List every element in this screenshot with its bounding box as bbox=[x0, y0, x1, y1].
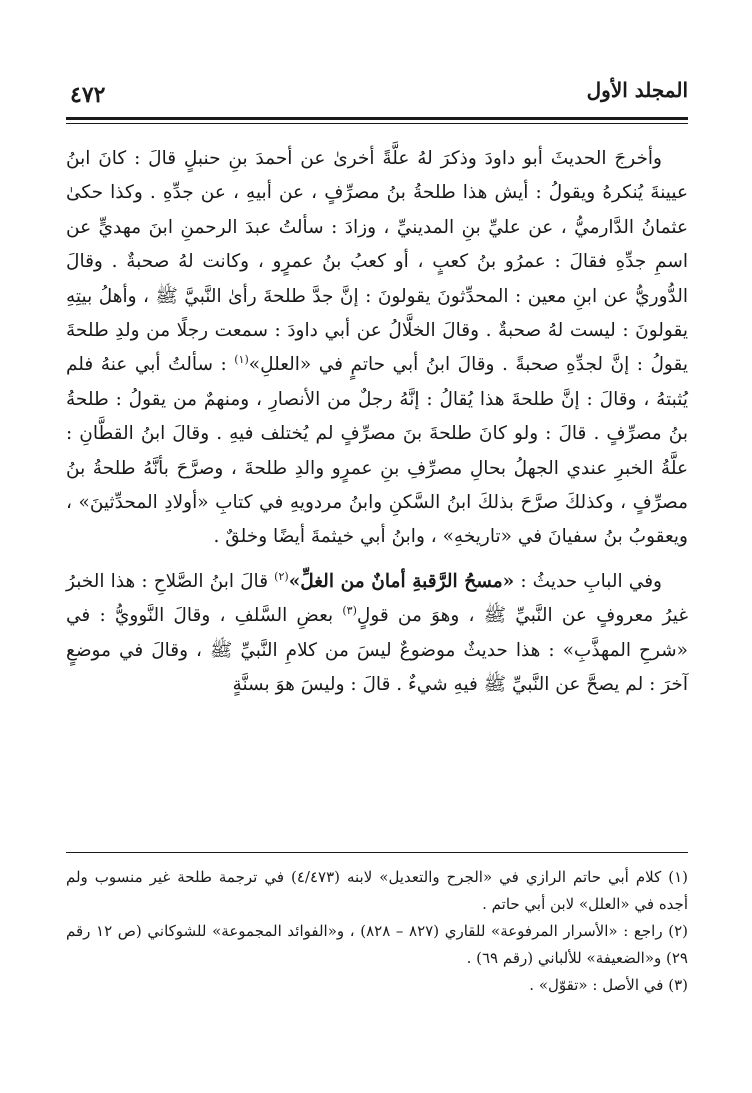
paragraph-2 bbox=[66, 565, 688, 703]
footnotes bbox=[66, 864, 688, 999]
main-text bbox=[66, 142, 688, 703]
running-header bbox=[70, 78, 688, 118]
footnote-ref-3: (٣) bbox=[342, 604, 357, 618]
hadith-quote: «مسحُ الرَّقبةِ أمانٌ من الغلِّ» bbox=[288, 570, 515, 592]
paragraph-1 bbox=[66, 142, 688, 555]
footnote-ref-1: (١) bbox=[234, 353, 249, 367]
page-number: ٤٧٢ bbox=[70, 82, 106, 108]
paragraph-2-part-c: بعضِ السَّلفِ ، وقالَ النَّوويُّ : في «شرحِ المهذَّبِ» : هذا حديثٌ موضوعٌ ليسَ من كلامِ النَّبيِّ ﷺ ، وقالَ في موضعٍ آخرَ : لم يصحَّ عن النَّبيِّ ﷺ فيهِ شيءٌ . قالَ : وليسَ هوَ بسنَّةٍ bbox=[66, 605, 688, 696]
volume-title: المجلد الأول bbox=[586, 78, 688, 102]
footnote-separator bbox=[66, 852, 688, 853]
footnote-2: (٢) راجع : «الأسرار المرفوعة» للقاري (٨٢٧ – ٨٢٨) ، و«الفوائد المجموعة» للشوكاني (ص ١٢ رقم ٢٩) و«الضعيفة» للألباني (رقم ٦٩) . bbox=[66, 922, 688, 967]
header-rule-thin bbox=[66, 123, 688, 124]
paragraph-2-part-b: قالَ ابنُ الصَّلاحِ : هذا الخبرُ غيرُ معروفٍ عن النَّبيِّ ﷺ ، وهوَ من قولٍ bbox=[66, 570, 688, 627]
paragraph-1-part-a: وأخرجَ الحديثَ أبو داودَ وذكرَ لهُ علَّةً أخرىٰ عن أحمدَ بنِ حنبلٍ قالَ : كانَ ابنُ عيينةَ يُنكرهُ ويقولُ : أيش هذا طلحةُ بنُ مصرِّفٍ ، عن أبيهِ ، عن جدِّهِ . وكذا حكىٰ عثمانُ الدَّارميُّ ، عن عليِّ بنِ المدينيِّ ، وزادَ : سألتُ عبدَ الرحمنِ ابنَ مهديٍّ عن اسمِ جدِّهِ فقالَ : عمرُو بنُ كعبٍ ، أو كعبُ بنُ عمرٍو ، وكانت لهُ صحبةٌ . وقالَ الدُّوريُّ عن ابنِ معين : المحدِّثونَ يقولونَ : إنَّ جدَّ طلحةَ رأىٰ النَّبيَّ ﷺ ، وأهلُ بيتِهِ يقولونَ : ليست لهُ صحبةٌ . وقالَ الخلَّالُ عن أبي داودَ : سمعت رجلًا من ولدِ طلحةَ يقولُ : إنَّ لجدِّهِ صحبةً . وقالَ ابنُ أبي حاتمٍ في «العللِ» bbox=[66, 148, 689, 376]
header-rule-thick bbox=[66, 117, 688, 120]
paragraph-2-part-a: وفي البابِ حديثُ : bbox=[520, 570, 662, 592]
footnote-3: (٣) في الأصل : «تقوّل» . bbox=[529, 976, 688, 994]
paragraph-1-part-b: : سألتُ أبي عنهُ فلم يُثبتهُ ، وقالَ : إنَّ طلحةَ هذا يُقالُ : إنَّهُ رجلٌ من الأنصارِ ، ومنهمٌ من يقولُ : طلحةُ بنُ مصرِّفٍ . قالَ : ولو كانَ طلحةَ بنَ مصرِّفٍ لم يُختلف فيهِ . وقالَ ابنُ القطَّانِ : علَّةُ الخبرِ عندي الجهلُ بحالِ مصرِّفِ بنِ عمرٍو والدِ طلحةَ ، وصرَّحَ بأنَّهُ طلحةُ بنُ مصرِّفٍ ، وكذلكَ صرَّحَ بذلكَ ابنُ السَّكنِ وابنُ مردويهِ في كتابِ «أولادِ المحدِّثينَ» ، ويعقوبُ بنُ سفيانَ في «تاريخهِ» ، وابنُ أبي خيثمةَ أيضًا وخلقٌ . bbox=[66, 354, 688, 548]
footnote-1: (١) كلام أبي حاتم الرازي في «الجرح والتعديل» لابنه (٤/٤٧٣) في ترجمة طلحة غير منسوب ولم أجده في «العلل» لابن أبي حاتم . bbox=[66, 868, 688, 913]
footnote-ref-2: (٢) bbox=[274, 569, 289, 583]
